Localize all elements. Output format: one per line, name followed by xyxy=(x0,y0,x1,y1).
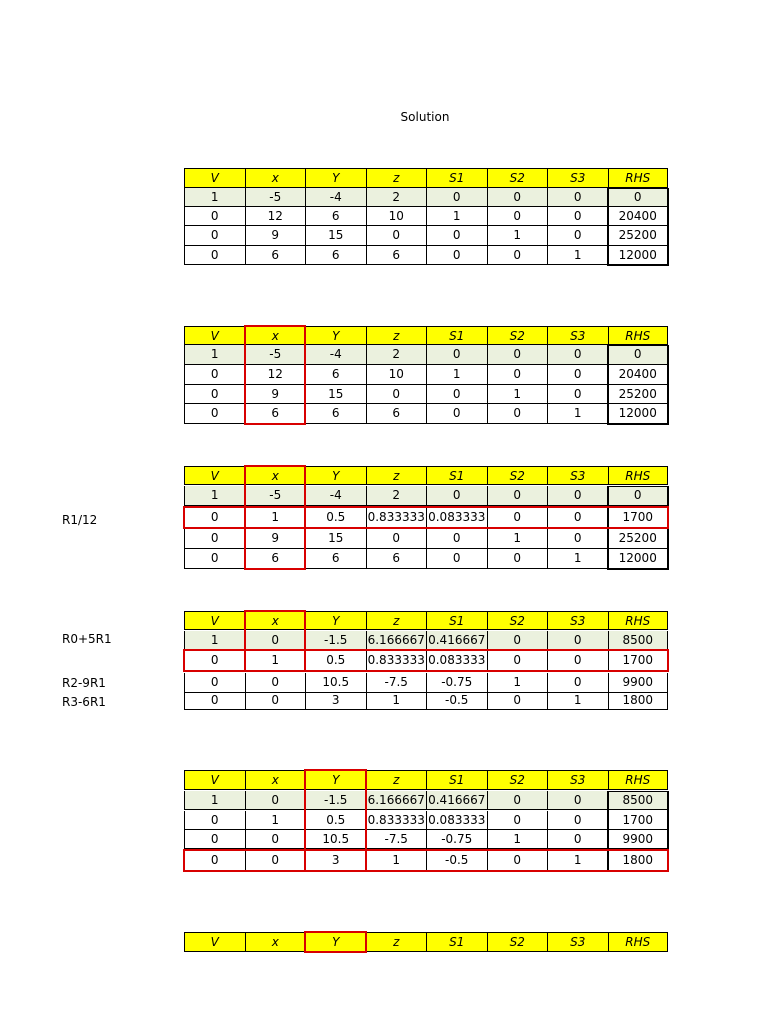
cell-s1[interactable]: -0.5 xyxy=(426,691,487,711)
cell-s3[interactable]: 0 xyxy=(547,529,608,549)
table-row xyxy=(184,811,668,831)
cell-rhs[interactable]: 12000 xyxy=(608,246,669,266)
cell-s3[interactable]: 1 xyxy=(547,246,608,266)
cell-s1[interactable]: 0 xyxy=(426,529,487,549)
cell-s2[interactable]: 0 xyxy=(487,791,548,811)
cell-s2[interactable]: 0 xyxy=(487,345,548,365)
cell-s3[interactable]: 0 xyxy=(547,673,608,693)
cell-y[interactable]: 0.5 xyxy=(305,508,366,528)
cell-rhs[interactable]: 25200 xyxy=(608,226,669,246)
cell-s2[interactable]: 0 xyxy=(487,486,548,506)
header-z[interactable]: z xyxy=(366,326,427,346)
header-s2[interactable]: S2 xyxy=(487,932,548,952)
header-rhs[interactable]: RHS xyxy=(608,932,669,952)
cell-y[interactable]: 3 xyxy=(305,691,366,711)
cell-v[interactable]: 0 xyxy=(184,529,245,549)
cell-x[interactable]: 9 xyxy=(245,529,306,549)
header-x[interactable]: x xyxy=(245,932,306,952)
row-operation-label: R1/12 xyxy=(62,513,98,527)
header-s1[interactable]: S1 xyxy=(426,770,487,790)
cell-rhs[interactable]: 25200 xyxy=(608,385,669,405)
cell-x[interactable]: 9 xyxy=(245,385,306,405)
cell-rhs[interactable]: 1700 xyxy=(608,508,669,528)
header-rhs[interactable]: RHS xyxy=(608,611,669,631)
cell-z[interactable]: 1 xyxy=(366,851,427,871)
header-y[interactable]: Y xyxy=(305,466,366,486)
cell-y[interactable]: -4 xyxy=(305,486,366,506)
cell-s2[interactable]: 0 xyxy=(487,811,548,831)
cell-s1[interactable]: 0 xyxy=(426,385,487,405)
cell-x[interactable]: 0 xyxy=(245,791,306,811)
cell-v[interactable]: 0 xyxy=(184,830,245,850)
header-v[interactable]: V xyxy=(184,168,245,188)
cell-rhs[interactable]: 9900 xyxy=(608,673,669,693)
cell-s3[interactable]: 0 xyxy=(547,486,608,506)
header-v[interactable]: V xyxy=(184,611,245,631)
table-row xyxy=(184,486,668,506)
cell-x[interactable]: 12 xyxy=(245,207,306,227)
table-row xyxy=(184,691,668,711)
cell-y[interactable]: 15 xyxy=(305,385,366,405)
cell-v[interactable]: 0 xyxy=(184,365,245,385)
cell-y[interactable]: 6 xyxy=(305,404,366,424)
header-s1[interactable]: S1 xyxy=(426,326,487,346)
cell-y[interactable]: 10.5 xyxy=(305,830,366,850)
cell-y[interactable]: -4 xyxy=(305,188,366,208)
cell-s2[interactable]: 0 xyxy=(487,365,548,385)
cell-v[interactable]: 0 xyxy=(184,851,245,871)
cell-s2[interactable]: 1 xyxy=(487,385,548,405)
header-z[interactable]: z xyxy=(366,466,427,486)
cell-y[interactable]: 6 xyxy=(305,207,366,227)
cell-s1[interactable]: 0 xyxy=(426,404,487,424)
cell-s2[interactable]: 0 xyxy=(487,246,548,266)
cell-x[interactable]: 0 xyxy=(245,673,306,693)
cell-z[interactable]: 0.833333 xyxy=(366,508,427,528)
cell-rhs[interactable]: 8500 xyxy=(608,631,669,651)
cell-s1[interactable]: 0.083333 xyxy=(426,811,487,831)
cell-v[interactable]: 0 xyxy=(184,811,245,831)
cell-v[interactable]: 0 xyxy=(184,385,245,405)
cell-s3[interactable]: 1 xyxy=(547,549,608,569)
cell-v[interactable]: 0 xyxy=(184,549,245,569)
cell-y[interactable]: 15 xyxy=(305,226,366,246)
cell-s3[interactable]: 0 xyxy=(547,188,608,208)
cell-rhs[interactable]: 8500 xyxy=(608,791,669,811)
cell-x[interactable]: 9 xyxy=(245,226,306,246)
header-y[interactable]: Y xyxy=(305,611,366,631)
header-z[interactable]: z xyxy=(366,770,427,790)
header-y[interactable]: Y xyxy=(305,932,366,952)
cell-x[interactable]: -5 xyxy=(245,486,306,506)
header-v[interactable]: V xyxy=(184,932,245,952)
cell-s3[interactable]: 0 xyxy=(547,651,608,671)
cell-x[interactable]: -5 xyxy=(245,345,306,365)
cell-rhs[interactable]: 1700 xyxy=(608,651,669,671)
header-s3[interactable]: S3 xyxy=(547,326,608,346)
header-y[interactable]: Y xyxy=(305,326,366,346)
row-operation-label: R2-9R1 xyxy=(62,676,106,690)
header-row xyxy=(184,611,668,631)
cell-y[interactable]: 6 xyxy=(305,246,366,266)
cell-s1[interactable]: -0.75 xyxy=(426,830,487,850)
cell-x[interactable]: 12 xyxy=(245,365,306,385)
cell-x[interactable]: 6 xyxy=(245,246,306,266)
cell-s2[interactable]: 0 xyxy=(487,207,548,227)
cell-s3[interactable]: 0 xyxy=(547,365,608,385)
cell-rhs[interactable]: 9900 xyxy=(608,830,669,850)
cell-v[interactable]: 0 xyxy=(184,246,245,266)
table-row xyxy=(184,791,668,811)
cell-s2[interactable]: 1 xyxy=(487,529,548,549)
header-y[interactable]: Y xyxy=(305,770,366,790)
table-row xyxy=(184,549,668,569)
header-x[interactable]: x xyxy=(245,770,306,790)
header-z[interactable]: z xyxy=(366,611,427,631)
cell-v[interactable]: 0 xyxy=(184,691,245,711)
header-v[interactable]: V xyxy=(184,326,245,346)
cell-s3[interactable]: 1 xyxy=(547,404,608,424)
header-s3[interactable]: S3 xyxy=(547,466,608,486)
header-rhs[interactable]: RHS xyxy=(608,770,669,790)
header-s2[interactable]: S2 xyxy=(487,326,548,346)
cell-s2[interactable]: 0 xyxy=(487,188,548,208)
table-row xyxy=(184,345,668,365)
cell-x[interactable]: 0 xyxy=(245,830,306,850)
cell-s3[interactable]: 0 xyxy=(547,508,608,528)
cell-x[interactable]: 1 xyxy=(245,508,306,528)
cell-s1[interactable]: 0 xyxy=(426,549,487,569)
cell-z[interactable]: 6 xyxy=(366,404,427,424)
cell-rhs[interactable]: 1800 xyxy=(608,691,669,711)
cell-s1[interactable]: 0.083333 xyxy=(426,651,487,671)
cell-s2[interactable]: 0 xyxy=(487,631,548,651)
header-row xyxy=(184,326,668,346)
header-v[interactable]: V xyxy=(184,770,245,790)
cell-s1[interactable]: 0.416667 xyxy=(426,791,487,811)
cell-s2[interactable]: 0 xyxy=(487,851,548,871)
cell-y[interactable]: 6 xyxy=(305,365,366,385)
cell-s1[interactable]: 1 xyxy=(426,207,487,227)
cell-rhs[interactable]: 20400 xyxy=(608,365,669,385)
cell-v[interactable]: 0 xyxy=(184,651,245,671)
cell-s2[interactable]: 0 xyxy=(487,549,548,569)
cell-s2[interactable]: 1 xyxy=(487,830,548,850)
cell-v[interactable]: 1 xyxy=(184,486,245,506)
header-z[interactable]: z xyxy=(366,168,427,188)
header-s2[interactable]: S2 xyxy=(487,168,548,188)
cell-s1[interactable]: -0.75 xyxy=(426,673,487,693)
cell-v[interactable]: 0 xyxy=(184,673,245,693)
cell-s1[interactable]: 0 xyxy=(426,226,487,246)
cell-s2[interactable]: 0 xyxy=(487,651,548,671)
table-row xyxy=(184,651,668,671)
cell-s3[interactable]: 0 xyxy=(547,811,608,831)
cell-rhs[interactable]: 0 xyxy=(608,188,669,208)
cell-s3[interactable]: 1 xyxy=(547,691,608,711)
header-z[interactable]: z xyxy=(366,932,427,952)
table-row xyxy=(184,246,668,266)
cell-s3[interactable]: 1 xyxy=(547,851,608,871)
cell-v[interactable]: 1 xyxy=(184,188,245,208)
header-rhs[interactable]: RHS xyxy=(608,326,669,346)
cell-x[interactable]: 6 xyxy=(245,404,306,424)
header-s1[interactable]: S1 xyxy=(426,932,487,952)
cell-rhs[interactable]: 1800 xyxy=(608,851,669,871)
cell-z[interactable]: 0.833333 xyxy=(366,811,427,831)
table-row xyxy=(184,830,668,850)
cell-y[interactable]: 15 xyxy=(305,529,366,549)
cell-z[interactable]: -7.5 xyxy=(366,673,427,693)
header-rhs[interactable]: RHS xyxy=(608,168,669,188)
cell-s2[interactable]: 0 xyxy=(487,691,548,711)
cell-z[interactable]: 6.166667 xyxy=(366,631,427,651)
cell-z[interactable]: 0 xyxy=(366,385,427,405)
cell-z[interactable]: 6 xyxy=(366,246,427,266)
cell-y[interactable]: 0.5 xyxy=(305,811,366,831)
cell-v[interactable]: 0 xyxy=(184,404,245,424)
cell-s3[interactable]: 0 xyxy=(547,226,608,246)
cell-x[interactable]: 1 xyxy=(245,811,306,831)
header-row xyxy=(184,770,668,790)
cell-z[interactable]: 0 xyxy=(366,529,427,549)
cell-s2[interactable]: 0 xyxy=(487,404,548,424)
table-row xyxy=(184,188,668,208)
cell-x[interactable]: 0 xyxy=(245,851,306,871)
cell-s2[interactable]: 1 xyxy=(487,226,548,246)
table-row xyxy=(184,529,668,549)
cell-s2[interactable]: 0 xyxy=(487,508,548,528)
cell-x[interactable]: 0 xyxy=(245,631,306,651)
cell-s3[interactable]: 0 xyxy=(547,345,608,365)
cell-z[interactable]: 6 xyxy=(366,549,427,569)
header-s3[interactable]: S3 xyxy=(547,168,608,188)
cell-s1[interactable]: 0.083333 xyxy=(426,508,487,528)
header-row xyxy=(184,932,668,952)
cell-s1[interactable]: 0 xyxy=(426,345,487,365)
cell-s1[interactable]: 0 xyxy=(426,486,487,506)
cell-y[interactable]: -1.5 xyxy=(305,791,366,811)
cell-z[interactable]: 10 xyxy=(366,365,427,385)
cell-z[interactable]: 6.166667 xyxy=(366,791,427,811)
cell-s1[interactable]: 1 xyxy=(426,365,487,385)
cell-rhs[interactable]: 0 xyxy=(608,486,669,506)
header-x[interactable]: x xyxy=(245,326,306,346)
table-row xyxy=(184,631,668,651)
header-s1[interactable]: S1 xyxy=(426,168,487,188)
cell-z[interactable]: 10 xyxy=(366,207,427,227)
header-x[interactable]: x xyxy=(245,168,306,188)
table-row xyxy=(184,207,668,227)
table-row xyxy=(184,365,668,385)
cell-z[interactable]: 0 xyxy=(366,226,427,246)
cell-rhs[interactable]: 20400 xyxy=(608,207,669,227)
cell-s1[interactable]: 0 xyxy=(426,246,487,266)
cell-s3[interactable]: 0 xyxy=(547,791,608,811)
header-s2[interactable]: S2 xyxy=(487,770,548,790)
header-x[interactable]: x xyxy=(245,466,306,486)
cell-v[interactable]: 0 xyxy=(184,207,245,227)
cell-s3[interactable]: 0 xyxy=(547,385,608,405)
cell-y[interactable]: -4 xyxy=(305,345,366,365)
header-s3[interactable]: S3 xyxy=(547,932,608,952)
header-row xyxy=(184,168,668,188)
table-row xyxy=(184,404,668,424)
cell-rhs[interactable]: 12000 xyxy=(608,404,669,424)
cell-y[interactable]: 6 xyxy=(305,549,366,569)
cell-v[interactable]: 0 xyxy=(184,226,245,246)
header-s1[interactable]: S1 xyxy=(426,466,487,486)
cell-z[interactable]: 2 xyxy=(366,486,427,506)
header-s3[interactable]: S3 xyxy=(547,611,608,631)
row-operation-label: R3-6R1 xyxy=(62,695,106,709)
cell-v[interactable]: 1 xyxy=(184,791,245,811)
cell-s3[interactable]: 0 xyxy=(547,207,608,227)
cell-x[interactable]: -5 xyxy=(245,188,306,208)
header-x[interactable]: x xyxy=(245,611,306,631)
cell-x[interactable]: 6 xyxy=(245,549,306,569)
row-operation-label: R0+5R1 xyxy=(62,632,112,646)
header-s1[interactable]: S1 xyxy=(426,611,487,631)
header-v[interactable]: V xyxy=(184,466,245,486)
cell-y[interactable]: -1.5 xyxy=(305,631,366,651)
cell-z[interactable]: 0.833333 xyxy=(366,651,427,671)
cell-z[interactable]: 2 xyxy=(366,188,427,208)
header-s2[interactable]: S2 xyxy=(487,466,548,486)
cell-s3[interactable]: 0 xyxy=(547,830,608,850)
cell-s1[interactable]: -0.5 xyxy=(426,851,487,871)
cell-v[interactable]: 1 xyxy=(184,345,245,365)
cell-z[interactable]: -7.5 xyxy=(366,830,427,850)
cell-y[interactable]: 3 xyxy=(305,851,366,871)
header-y[interactable]: Y xyxy=(305,168,366,188)
cell-v[interactable]: 0 xyxy=(184,508,245,528)
table-row xyxy=(184,851,668,871)
cell-x[interactable]: 0 xyxy=(245,691,306,711)
table-row xyxy=(184,385,668,405)
table-row xyxy=(184,508,668,528)
cell-rhs[interactable]: 12000 xyxy=(608,549,669,569)
cell-y[interactable]: 10.5 xyxy=(305,673,366,693)
cell-z[interactable]: 2 xyxy=(366,345,427,365)
cell-s3[interactable]: 0 xyxy=(547,631,608,651)
cell-y[interactable]: 0.5 xyxy=(305,651,366,671)
cell-s1[interactable]: 0 xyxy=(426,188,487,208)
cell-s1[interactable]: 0.416667 xyxy=(426,631,487,651)
sheet-title: Solution xyxy=(400,110,450,124)
header-s3[interactable]: S3 xyxy=(547,770,608,790)
header-row xyxy=(184,466,668,486)
cell-rhs[interactable]: 25200 xyxy=(608,529,669,549)
cell-v[interactable]: 1 xyxy=(184,631,245,651)
table-row xyxy=(184,226,668,246)
cell-x[interactable]: 1 xyxy=(245,651,306,671)
cell-rhs[interactable]: 0 xyxy=(608,345,669,365)
header-s2[interactable]: S2 xyxy=(487,611,548,631)
cell-z[interactable]: 1 xyxy=(366,691,427,711)
cell-rhs[interactable]: 1700 xyxy=(608,811,669,831)
header-rhs[interactable]: RHS xyxy=(608,466,669,486)
cell-s2[interactable]: 1 xyxy=(487,673,548,693)
